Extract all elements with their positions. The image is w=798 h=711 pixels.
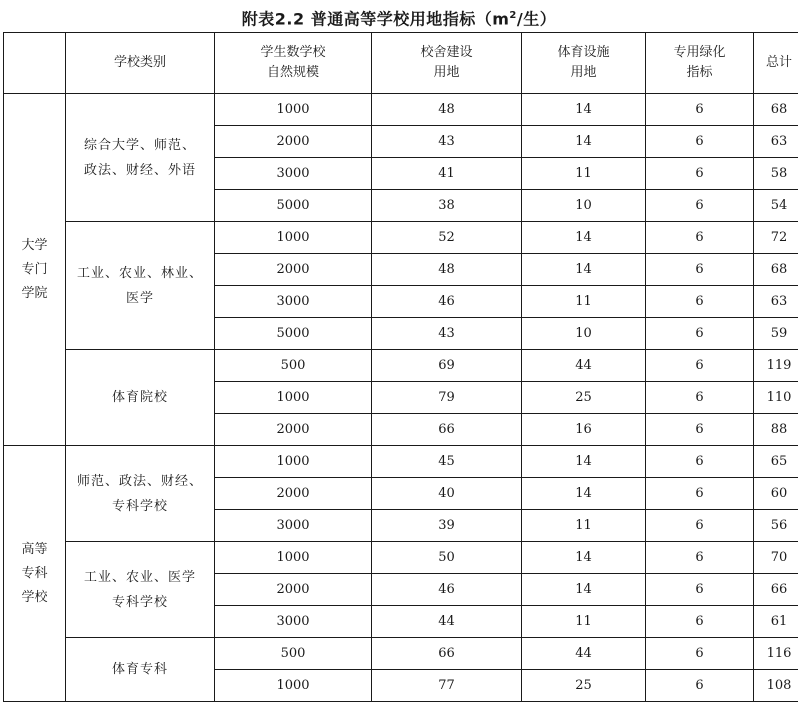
- total-cell: 70: [754, 542, 798, 574]
- sports-land-cell: 25: [522, 382, 646, 414]
- building-land-cell: 43: [372, 126, 522, 158]
- total-cell: 54: [754, 190, 798, 222]
- total-cell: 108: [754, 670, 798, 702]
- scale-cell: 5000: [215, 318, 372, 350]
- building-land-cell: 38: [372, 190, 522, 222]
- building-land-cell: 48: [372, 254, 522, 286]
- building-land-cell: 46: [372, 574, 522, 606]
- scale-cell: 500: [215, 638, 372, 670]
- sports-land-cell: 10: [522, 318, 646, 350]
- school-type-cell: 体育院校: [66, 350, 215, 446]
- sports-land-cell: 11: [522, 286, 646, 318]
- scale-cell: 1000: [215, 542, 372, 574]
- green-index-cell: 6: [646, 94, 754, 126]
- total-cell: 88: [754, 414, 798, 446]
- total-cell: 110: [754, 382, 798, 414]
- header-total: 总计: [754, 33, 798, 94]
- total-cell: 63: [754, 126, 798, 158]
- green-index-cell: 6: [646, 638, 754, 670]
- building-land-cell: 69: [372, 350, 522, 382]
- building-land-cell: 41: [372, 158, 522, 190]
- sports-land-cell: 14: [522, 126, 646, 158]
- school-group-cell: 高等 专科 学校: [4, 446, 66, 702]
- green-index-cell: 6: [646, 190, 754, 222]
- table-row: [4, 542, 798, 574]
- header-green-index: 专用绿化 指标: [646, 33, 754, 94]
- sports-land-cell: 11: [522, 606, 646, 638]
- scale-cell: 2000: [215, 126, 372, 158]
- building-land-cell: 43: [372, 318, 522, 350]
- green-index-cell: 6: [646, 606, 754, 638]
- header-school-category: 学校类别: [66, 33, 215, 94]
- scale-cell: 3000: [215, 158, 372, 190]
- building-land-cell: 79: [372, 382, 522, 414]
- scale-cell: 1000: [215, 382, 372, 414]
- green-index-cell: 6: [646, 478, 754, 510]
- green-index-cell: 6: [646, 126, 754, 158]
- scale-cell: 1000: [215, 670, 372, 702]
- scale-cell: 3000: [215, 510, 372, 542]
- green-index-cell: 6: [646, 222, 754, 254]
- table-row: [4, 446, 798, 478]
- total-cell: 119: [754, 350, 798, 382]
- green-index-cell: 6: [646, 414, 754, 446]
- total-cell: 59: [754, 318, 798, 350]
- green-index-cell: 6: [646, 286, 754, 318]
- sports-land-cell: 11: [522, 510, 646, 542]
- table-row: [4, 222, 798, 254]
- scale-cell: 2000: [215, 478, 372, 510]
- sports-land-cell: 44: [522, 350, 646, 382]
- building-land-cell: 48: [372, 94, 522, 126]
- header-building-land: 校舍建设 用地: [372, 33, 522, 94]
- scale-cell: 3000: [215, 606, 372, 638]
- green-index-cell: 6: [646, 574, 754, 606]
- table-row: [4, 350, 798, 382]
- green-index-cell: 6: [646, 670, 754, 702]
- total-cell: 68: [754, 94, 798, 126]
- sports-land-cell: 10: [522, 190, 646, 222]
- total-cell: 66: [754, 574, 798, 606]
- sports-land-cell: 14: [522, 478, 646, 510]
- table-row: [4, 638, 798, 670]
- total-cell: 56: [754, 510, 798, 542]
- table-title-suffix: /生）: [516, 9, 557, 29]
- header-sports-land: 体育设施 用地: [522, 33, 646, 94]
- total-cell: 58: [754, 158, 798, 190]
- header-row: [4, 33, 798, 94]
- green-index-cell: 6: [646, 510, 754, 542]
- sports-land-cell: 25: [522, 670, 646, 702]
- scale-cell: 1000: [215, 222, 372, 254]
- green-index-cell: 6: [646, 318, 754, 350]
- sports-land-cell: 14: [522, 446, 646, 478]
- sports-land-cell: 14: [522, 222, 646, 254]
- building-land-cell: 77: [372, 670, 522, 702]
- scale-cell: 5000: [215, 190, 372, 222]
- total-cell: 116: [754, 638, 798, 670]
- sports-land-cell: 16: [522, 414, 646, 446]
- scale-cell: 1000: [215, 94, 372, 126]
- sports-land-cell: 11: [522, 158, 646, 190]
- building-land-cell: 39: [372, 510, 522, 542]
- green-index-cell: 6: [646, 254, 754, 286]
- building-land-cell: 66: [372, 414, 522, 446]
- green-index-cell: 6: [646, 382, 754, 414]
- scale-cell: 2000: [215, 414, 372, 446]
- green-index-cell: 6: [646, 158, 754, 190]
- total-cell: 61: [754, 606, 798, 638]
- building-land-cell: 46: [372, 286, 522, 318]
- sports-land-cell: 14: [522, 542, 646, 574]
- total-cell: 65: [754, 446, 798, 478]
- school-type-cell: 师范、政法、财经、 专科学校: [66, 446, 215, 542]
- scale-cell: 3000: [215, 286, 372, 318]
- table-title-prefix: 附表2.2 普通高等学校用地指标（m: [241, 9, 510, 29]
- green-index-cell: 6: [646, 350, 754, 382]
- table-body: [4, 94, 798, 702]
- scale-cell: 2000: [215, 574, 372, 606]
- green-index-cell: 6: [646, 542, 754, 574]
- land-use-table: [3, 32, 798, 702]
- total-cell: 60: [754, 478, 798, 510]
- building-land-cell: 44: [372, 606, 522, 638]
- header-corner: [4, 33, 66, 94]
- school-type-cell: 工业、农业、医学 专科学校: [66, 542, 215, 638]
- building-land-cell: 50: [372, 542, 522, 574]
- school-type-cell: 综合大学、师范、 政法、财经、外语: [66, 94, 215, 222]
- sports-land-cell: 14: [522, 574, 646, 606]
- scale-cell: 2000: [215, 254, 372, 286]
- building-land-cell: 52: [372, 222, 522, 254]
- building-land-cell: 45: [372, 446, 522, 478]
- table-row: [4, 94, 798, 126]
- total-cell: 72: [754, 222, 798, 254]
- building-land-cell: 66: [372, 638, 522, 670]
- scale-cell: 500: [215, 350, 372, 382]
- building-land-cell: 40: [372, 478, 522, 510]
- table-title-superscript: 2: [509, 10, 517, 21]
- school-group-cell: 大学 专门 学院: [4, 94, 66, 446]
- green-index-cell: 6: [646, 446, 754, 478]
- total-cell: 63: [754, 286, 798, 318]
- scale-cell: 1000: [215, 446, 372, 478]
- sports-land-cell: 14: [522, 254, 646, 286]
- school-type-cell: 工业、农业、林业、 医学: [66, 222, 215, 350]
- table-title: [0, 4, 798, 28]
- total-cell: 68: [754, 254, 798, 286]
- school-type-cell: 体育专科: [66, 638, 215, 702]
- sports-land-cell: 14: [522, 94, 646, 126]
- header-school-scale: 学生数学校 自然规模: [215, 33, 372, 94]
- sports-land-cell: 44: [522, 638, 646, 670]
